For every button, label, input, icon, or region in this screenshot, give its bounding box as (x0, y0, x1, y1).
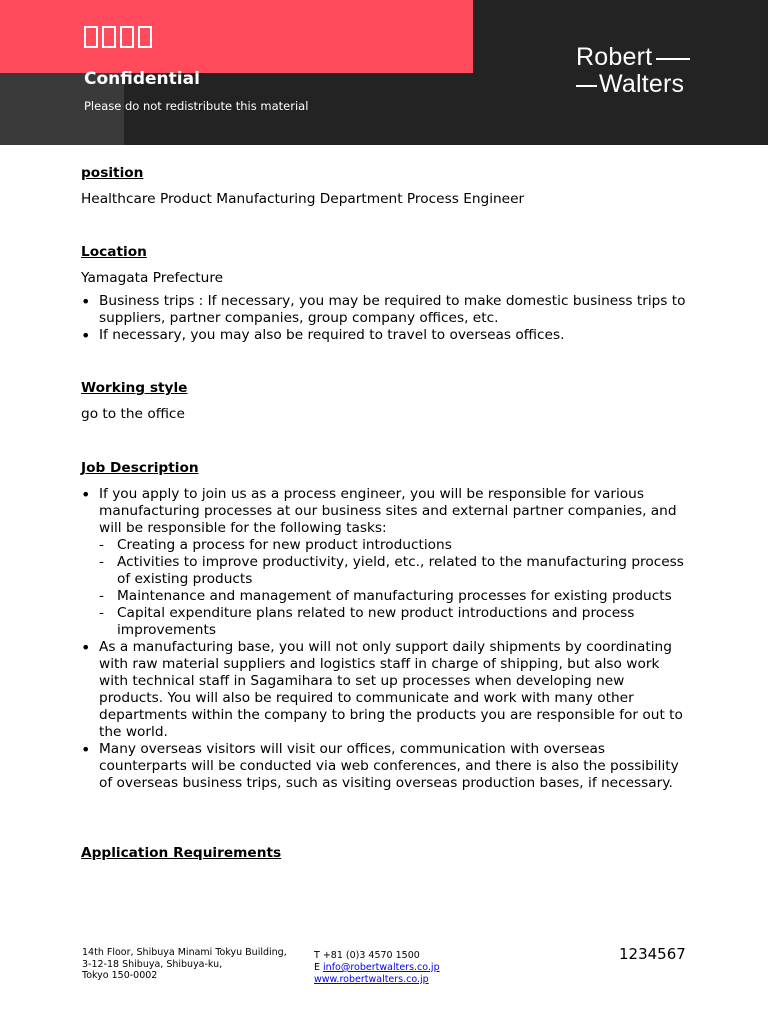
job-posting-body (81, 165, 691, 862)
list-item: • If necessary, you may also be required to travel to overseas offices. (81, 327, 691, 344)
footer-email-line (314, 962, 440, 974)
footer-address (82, 947, 287, 982)
robert-walters-logo (576, 44, 690, 98)
website-link[interactable]: www.robertwalters.co.jp (314, 974, 429, 985)
redistribution-notice: Please do not redistribute this material (84, 99, 309, 113)
working-style-section (81, 380, 691, 423)
section-heading-application-requirements: Application Requirements (81, 845, 282, 861)
logo-line-1 (576, 44, 690, 71)
header-accent-block (0, 0, 473, 73)
list-item: • Many overseas visitors will visit our offices, communication with overseas counterparts will be conducted via web conferences, and there is also the possibility of overseas business trips, such as visiting overseas production bases, if necessary. (81, 741, 691, 792)
task-item: - Maintenance and management of manufacturing processes for existing products (99, 588, 691, 605)
logo-word-walters: Walters (599, 70, 685, 98)
page-number: 1234567 (619, 945, 686, 963)
location-bullets (81, 293, 691, 344)
footer-website-line (314, 974, 440, 986)
location-section (81, 244, 691, 344)
task-list (99, 537, 691, 639)
header-title-glyphs (84, 26, 152, 54)
location-text: Yamagata Prefecture (81, 270, 224, 286)
list-item: • As a manufacturing base, you will not only support daily shipments by coordinating with raw material suppliers and logistics staff in charge of shipping, but also work with technical staff in Sagamihara to set up processes when developing new products. You will also be required to communicate and work with many other departments within the company to bring the products you are responsible for out to the world. (81, 639, 691, 741)
list-item: • Business trips : If necessary, you may be required to make domestic business trips to suppliers, partner companies, group company offices, etc. (81, 293, 691, 327)
address-line: Tokyo 150-0002 (82, 970, 158, 981)
list-item (81, 486, 691, 639)
section-heading-working-style: Working style (81, 380, 188, 396)
task-item: - Capital expenditure plans related to new product introductions and process improvements (99, 605, 691, 639)
job-description-section (81, 460, 691, 792)
missing-glyph-icon (102, 26, 116, 48)
logo-line-2 (576, 71, 690, 98)
logo-word-robert: Robert (576, 43, 653, 71)
footer-phone: T +81 (0)3 4570 1500 (314, 950, 420, 961)
position-title: Healthcare Product Manufacturing Department Process Engineer (81, 191, 525, 207)
job-description-intro: If you apply to join us as a process engineer, you will be responsible for various manufacturing processes at our business sites and external partner companies, and will be responsible for the following tasks: (99, 486, 677, 536)
address-line: 14th Floor, Shibuya Minami Tokyu Building, (82, 947, 287, 958)
missing-glyph-icon (138, 26, 152, 48)
section-heading-position: position (81, 165, 144, 181)
task-item: - Activities to improve productivity, yield, etc., related to the manufacturing process of existing products (99, 554, 691, 588)
application-requirements-section (81, 845, 691, 862)
working-style-text: go to the office (81, 406, 185, 422)
header-banner (0, 0, 768, 145)
task-item: - Creating a process for new product introductions (99, 537, 691, 554)
address-line: 3-12-18 Shibuya, Shibuya-ku, (82, 958, 223, 970)
logo-dash (656, 58, 690, 60)
confidential-label: Confidential (84, 69, 200, 89)
position-section (81, 165, 691, 208)
footer-contact (314, 950, 440, 986)
job-description-bullets (81, 486, 691, 792)
logo-dash (576, 85, 597, 87)
email-prefix: E (314, 962, 324, 973)
section-heading-job-description: Job Description (81, 460, 199, 476)
missing-glyph-icon (84, 26, 98, 48)
missing-glyph-icon (120, 26, 134, 48)
email-link[interactable]: info@robertwalters.co.jp (323, 962, 440, 973)
section-heading-location: Location (81, 244, 147, 260)
